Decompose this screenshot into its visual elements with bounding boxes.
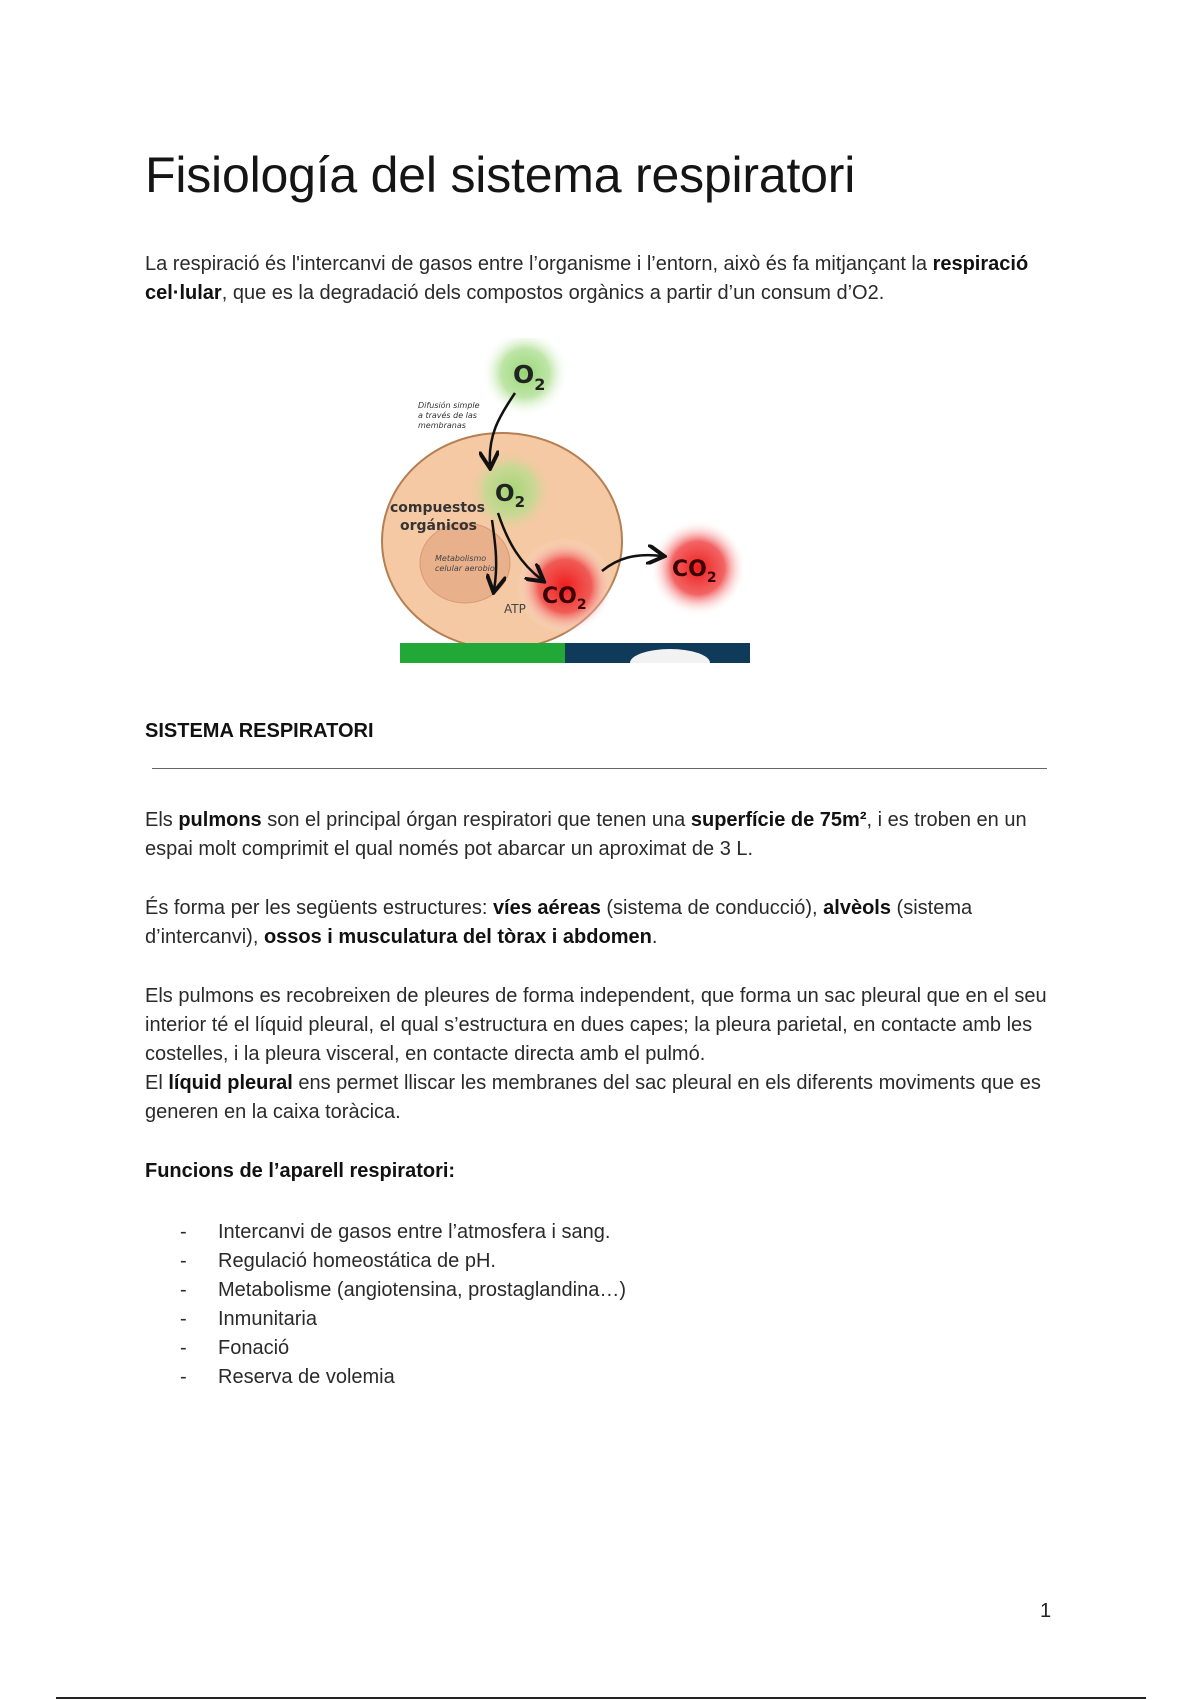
compounds-label-1: compuestos: [390, 500, 485, 516]
intro-text-2: , que es la degradació dels compostos orgànics a partir d’un consum d’O2.: [221, 282, 885, 304]
airways-bold: víes aéreas: [492, 897, 601, 919]
function-text: Regulació homeostática de pH.: [218, 1250, 496, 1272]
list-item: [180, 1334, 626, 1363]
bullet-dash: -: [180, 1250, 187, 1272]
functions-heading: Funcions de l’aparell respiratori:: [145, 1160, 456, 1182]
surface-bold: superfície de 75m²: [690, 809, 867, 831]
function-text: Fonació: [218, 1337, 290, 1359]
bones-muscles-bold: ossos i musculatura del tòrax i abdomen: [263, 926, 652, 948]
function-text: Inmunitaria: [218, 1308, 317, 1330]
pulmons-paragraph: [145, 806, 1060, 864]
o2-inner-label: $O_2$: [495, 481, 525, 511]
pulmons-text-2: son el principal órgan respiratori que tenen una: [261, 809, 691, 831]
pleura-paragraph: [145, 982, 1060, 1127]
co2-inner-label: $CO_2$: [542, 584, 587, 613]
structures-paragraph: [145, 894, 1060, 952]
intro-paragraph: [145, 250, 1060, 308]
cellular-respiration-diagram: [380, 338, 750, 663]
page-number: 1: [1040, 1600, 1052, 1622]
cellular-respiration-figure: [380, 338, 750, 663]
structures-text-2: (sistema de conducció),: [600, 897, 824, 919]
diffusion-label-1: Difusión simple: [418, 401, 480, 410]
compounds-label-2: orgánicos: [400, 518, 478, 534]
co2-outer-label: $CO_2$: [672, 557, 717, 586]
intro-text-1: La respiració és l'intercanvi de gasos entre l’organisme i l’entorn, això és fa mitjançant la: [145, 253, 933, 275]
bullet-dash: -: [180, 1337, 187, 1359]
page-title: Fisiología del sistema respiratori: [145, 147, 856, 203]
structures-text-1: És forma per les següents estructures:: [145, 897, 493, 919]
diffusion-label-3: membranas: [418, 421, 466, 430]
structures-text-4: .: [651, 926, 658, 948]
metabolism-label-2: celular aerobio: [435, 564, 495, 573]
section-divider: [152, 768, 1047, 769]
functions-list: [180, 1218, 626, 1392]
alveols-bold: alvèols: [823, 897, 891, 919]
list-item: [180, 1276, 626, 1305]
section-heading-sistema-respiratori: SISTEMA RESPIRATORI: [145, 720, 374, 742]
list-item: [180, 1218, 626, 1247]
function-text: Reserva de volemia: [218, 1366, 395, 1388]
function-text: Intercanvi de gasos entre l’atmosfera i sang.: [218, 1221, 611, 1243]
o2-outer-label: $O_2$: [513, 360, 546, 394]
pulmons-text-1: Els: [145, 809, 179, 831]
metabolism-label-1: Metabolismo: [435, 554, 487, 563]
list-item: [180, 1363, 626, 1392]
structures-text-3: (sistema d’intercanvi),: [145, 897, 973, 948]
bottom-strip-green: [400, 643, 565, 663]
bullet-dash: -: [180, 1221, 187, 1243]
list-item: [180, 1247, 626, 1276]
bullet-dash: -: [180, 1308, 187, 1330]
function-text: Metabolisme (angiotensina, prostaglandina…): [218, 1279, 627, 1301]
pulmons-bold: pulmons: [178, 809, 262, 831]
pleura-text-3: ens permet lliscar les membranes del sac pleural en els diferents moviments que es generen en la caixa toràcica.: [145, 1072, 1041, 1123]
pleural-liquid-bold: líquid pleural: [168, 1072, 293, 1094]
pleura-text-1: Els pulmons es recobreixen de pleures de forma independent, que forma un sac pleural que en el seu interior té el líquid pleural, el qual s’estructura en dues capes; la pleura parietal, en contacte amb les costelles, i la pleura visceral, en contacte directa amb el pulmó.: [145, 985, 1047, 1065]
intro-bold-cellular-respiration: respiració cel·lular: [145, 253, 1029, 304]
bullet-dash: -: [180, 1279, 187, 1301]
bottom-border: [56, 1697, 1146, 1699]
list-item: [180, 1305, 626, 1334]
atp-label: ATP: [504, 602, 526, 616]
pleura-text-2: El: [145, 1072, 169, 1094]
pulmons-text-3: , i es troben en un espai molt comprimit el qual només pot abarcar un aproximat de 3 L.: [145, 809, 1027, 860]
diffusion-label-2: a través de las: [418, 411, 477, 420]
bullet-dash: -: [180, 1366, 187, 1388]
